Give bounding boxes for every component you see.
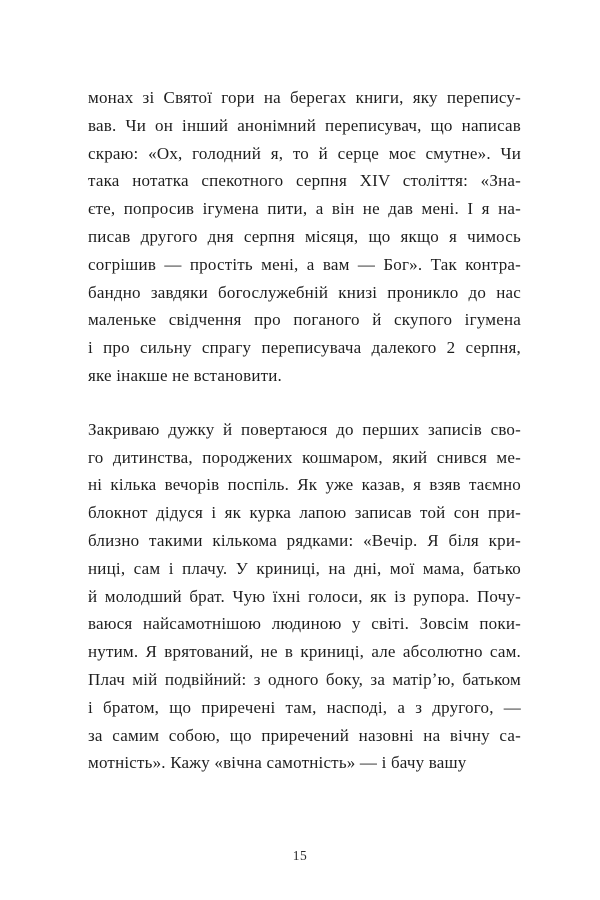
text-line: яке інакше не встановити. [88, 365, 283, 385]
text-line: нутим. Я врятований, не в криниці, але абсолютно сам. [88, 642, 521, 662]
text-line: согрішив — простіть мені, а вам — Бог». Так контра- [88, 254, 521, 274]
text-line: вав. Чи он інший анонімний переписувач, що написав [88, 115, 521, 135]
text-line: мотність». Кажу «вічна самотність» — і бачу вашу [88, 753, 467, 773]
text-line: і братом, що приречені там, насподі, а з другого, — [88, 697, 521, 717]
text-line: блокнот дідуся і як курка лапою записав той сон при- [88, 503, 521, 523]
text-line: Закриваю дужку й повертаюся до перших записів сво- [88, 419, 521, 439]
text-line: маленьке свідчення про поганого й скупого ігумена [88, 310, 521, 330]
text-line: й молодший брат. Чую їхні голоси, як із рупора. Почу- [88, 586, 521, 606]
paragraph [88, 84, 521, 390]
text-line: писав другого дня серпня місяця, що якщо я чимось [88, 226, 521, 246]
page-number: 15 [292, 848, 308, 863]
text-block [88, 84, 521, 803]
text-line: Плач мій подвійний: з одного боку, за матірʼю, батьком [88, 669, 521, 689]
text-line: скраю: «Ох, голодний я, то й серце моє смутне». Чи [88, 143, 521, 163]
text-line: го дитинства, породжених кошмаром, який снився ме- [88, 447, 521, 467]
text-line: за самим собою, що приречений назовні на вічну са- [88, 725, 521, 745]
paragraph [88, 416, 521, 777]
text-line: близно такими кількома рядками: «Вечір. Я біля кри- [88, 530, 521, 550]
text-line: єте, попросив ігумена пити, а він не дав мені. І я на- [88, 199, 521, 219]
text-line: ниці, сам і плачу. У криниці, на дні, мої мама, батько [88, 558, 521, 578]
text-line: монах зі Святої гори на берегах книги, яку перепису- [88, 88, 521, 107]
text-line: ваюся найсамотнішою людиною у світі. Зовсім поки- [88, 614, 521, 634]
text-line: бандно завдяки богослужебній книзі проникло до нас [88, 282, 521, 302]
text-line: така нотатка спекотного серпня XIV століття: «Зна- [88, 171, 521, 191]
text-line: ні кілька вечорів поспіль. Як уже казав, я взяв таємно [88, 475, 521, 495]
text-line: і про сильну спрагу переписувача далекого 2 серпня, [88, 338, 521, 358]
